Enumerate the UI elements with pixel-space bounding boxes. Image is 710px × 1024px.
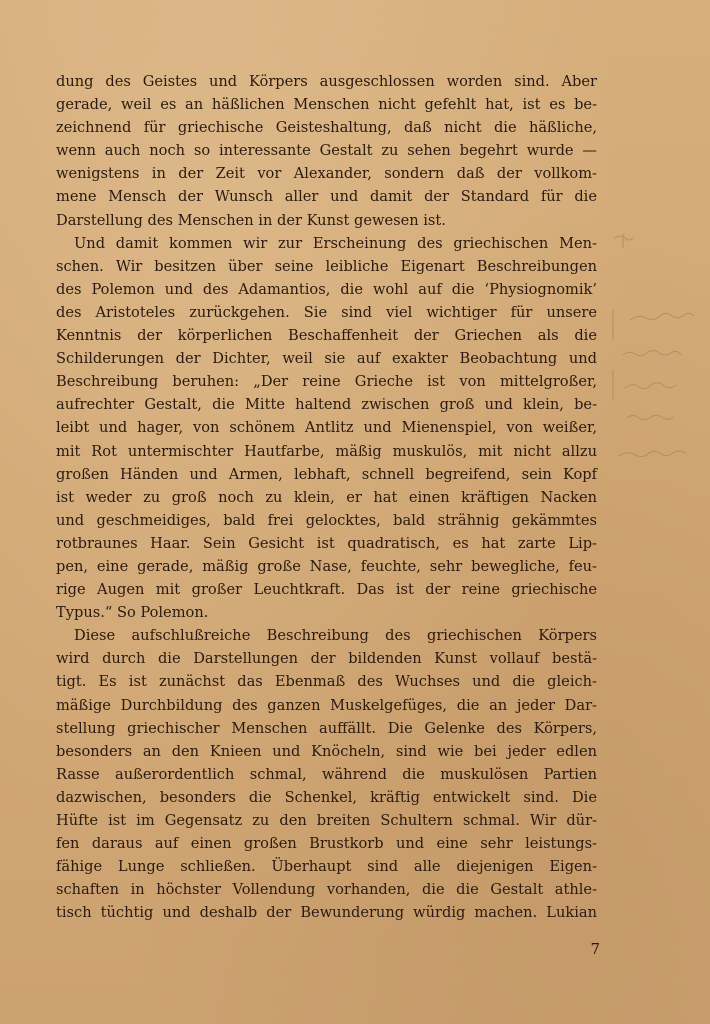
paragraph-2 xyxy=(56,232,597,625)
text-line: und geschmeidiges, bald frei gelocktes, bald strähnig gekämmtes xyxy=(56,511,597,529)
text-line: fähige Lunge schließen. Überhaupt sind alle diejenigen Eigen- xyxy=(56,858,597,876)
text-line: dazwischen, besonders die Schenkel, kräftig entwickelt sind. Die xyxy=(56,788,597,806)
text-line: pen, eine gerade, mäßig große Nase, feuchte, sehr bewegliche, feu- xyxy=(56,557,597,575)
text-line: mene Mensch der Wunsch aller und damit der Standard für die xyxy=(56,188,597,206)
text-line: Und damit kommen wir zur Erscheinung des griechischen Men- xyxy=(74,234,597,252)
paragraph-1 xyxy=(56,70,597,232)
text-line: zeichnend für griechische Geisteshaltung, daß nicht die häßliche, xyxy=(56,119,597,137)
body-text xyxy=(56,70,597,924)
text-line: Darstellung des Menschen in der Kunst gewesen ist. xyxy=(56,211,446,229)
text-line: fen daraus auf einen großen Brustkorb und eine sehr leistungs- xyxy=(56,835,597,853)
pencil-scribble-icon xyxy=(605,230,710,490)
text-line: rige Augen mit großer Leuchtkraft. Das ist der reine griechische xyxy=(56,581,597,599)
text-line: des Polemon und des Adamantios, die wohl auf die ‘Physiognomik’ xyxy=(56,280,597,298)
text-line: Beschreibung beruhen: „Der reine Grieche ist von mittelgroßer, xyxy=(56,373,597,391)
text-line: stellung griechischer Menschen auffällt. Die Gelenke des Körpers, xyxy=(56,719,597,737)
text-line: schen. Wir besitzen über seine leibliche Eigenart Beschreibungen xyxy=(56,257,597,275)
text-line: leibt und hager, von schönem Antlitz und Mienenspiel, von weißer, xyxy=(56,419,597,437)
text-line: dung des Geistes und Körpers ausgeschlossen worden sind. Aber xyxy=(56,73,597,90)
text-line: aufrechter Gestalt, die Mitte haltend zwischen groß und klein, be- xyxy=(56,396,597,414)
text-line: tigt. Es ist zunächst das Ebenmaß des Wuchses und die gleich- xyxy=(56,673,597,691)
text-line: rotbraunes Haar. Sein Gesicht ist quadratisch, es hat zarte Lip- xyxy=(56,534,597,552)
text-line: schaften in höchster Vollendung vorhanden, die die Gestalt athle- xyxy=(56,881,597,899)
text-line: Typus.“ So Polemon. xyxy=(56,604,209,622)
page-number: 7 xyxy=(590,940,600,958)
text-line: wird durch die Darstellungen der bildenden Kunst vollauf bestä- xyxy=(56,650,597,668)
text-line: mit Rot untermischter Hautfarbe, mäßig muskulös, mit nicht allzu xyxy=(56,442,597,460)
text-line: des Aristoteles zurückgehen. Sie sind viel wichtiger für unsere xyxy=(56,303,597,321)
text-line: Hüfte ist im Gegensatz zu den breiten Schultern schmal. Wir dür- xyxy=(56,812,597,829)
text-line: Diese aufschlußreiche Beschreibung des griechischen Körpers xyxy=(74,627,597,645)
text-line: Schilderungen der Dichter, weil sie auf exakter Beobachtung und xyxy=(56,350,597,368)
text-line: mäßige Durchbildung des ganzen Muskelgefüges, die an jeder Dar- xyxy=(56,696,597,714)
text-line: wenn auch noch so interessante Gestalt zu sehen begehrt wurde — xyxy=(56,142,597,160)
text-line: wenigstens in der Zeit vor Alexander, sondern daß der vollkom- xyxy=(56,165,597,183)
faint-margin-annotations xyxy=(605,230,710,490)
text-line: Rasse außerordentlich schmal, während die muskulösen Partien xyxy=(56,765,597,783)
text-line: besonders an den Knieen und Knöcheln, sind wie bei jeder edlen xyxy=(56,742,597,760)
text-line: ist weder zu groß noch zu klein, er hat einen kräftigen Nacken xyxy=(56,488,597,506)
paragraph-3 xyxy=(56,624,597,924)
text-line: Kenntnis der körperlichen Beschaffenheit der Griechen als die xyxy=(56,327,597,345)
text-line: gerade, weil es an häßlichen Menschen nicht gefehlt hat, ist es be- xyxy=(56,96,597,114)
text-line: großen Händen und Armen, lebhaft, schnell begreifend, sein Kopf xyxy=(56,465,597,483)
text-line: tisch tüchtig und deshalb der Bewunderung würdig machen. Lukian xyxy=(56,904,597,922)
